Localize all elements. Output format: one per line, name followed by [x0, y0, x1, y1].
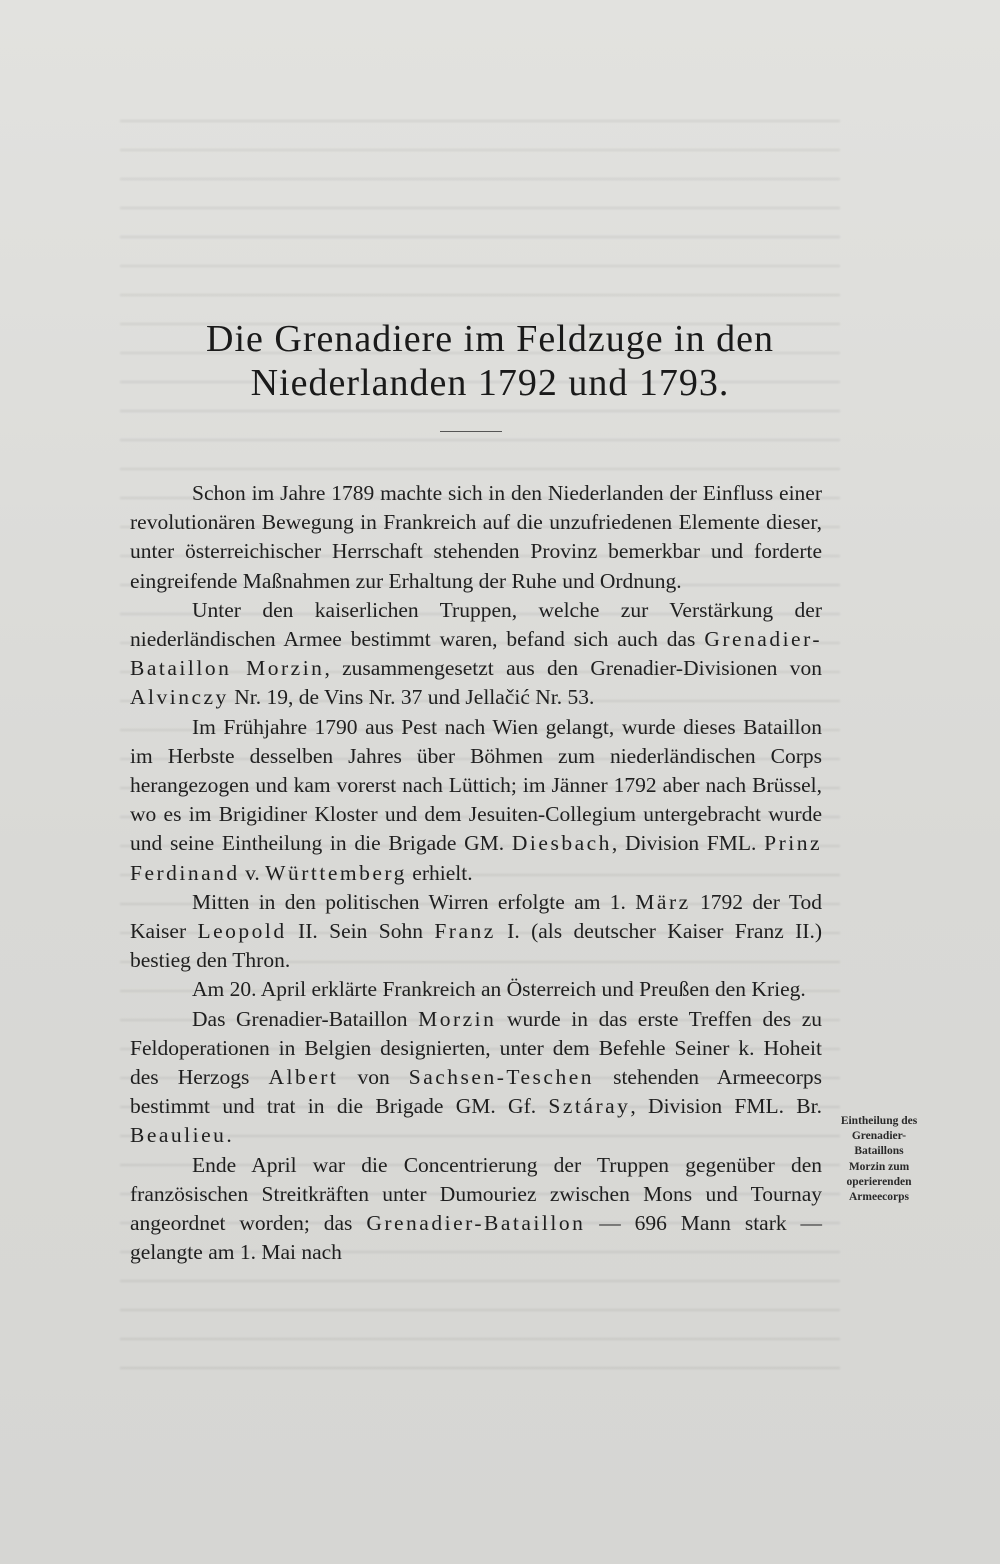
text-run: I. (als deutscher Kaiser Franz II.) bestieg den Thron.	[130, 919, 822, 973]
spaced-name: Beaulieu	[130, 1123, 227, 1148]
text-run: Schon im Jahre 1789 machte sich in den Niederlanden der Einfluss einer revolutionären Bewegung in Frankreich auf die unzufriedenen Elemente dieser, unter österreichischer Herrschaft stehenden Provinz bemerkbar und forderte eingreifende Maßnahmen zur Erhaltung der Ruhe und Ordnung.	[130, 481, 822, 593]
margin-note-line: Bataillons	[854, 1145, 904, 1158]
spaced-name: Sachsen-Teschen	[408, 1065, 595, 1090]
paragraph-5	[130, 975, 822, 1004]
text-run: Nr. 19, de Vins Nr. 37 und Jellačić Nr. 53.	[228, 685, 595, 710]
text-run: .	[226, 1123, 232, 1148]
text-run: Unter den kaiserlichen Truppen, welche zur Verstärkung der niederländischen Armee bestimmt waren, befand sich auch das	[130, 597, 822, 652]
text-run: Ende April war die Concentrierung der Truppen gegenüber den französischen Streitkräften unter Dumouriez zwischen Mons und Tournay angeordnet worden; das	[130, 1152, 822, 1236]
spaced-name: Grenadier-Bataillon	[366, 1211, 586, 1236]
paragraph-2	[130, 596, 822, 713]
spaced-name: Grenadier-Bataillon Morzin	[130, 627, 822, 681]
spaced-name: Prinz Ferdinand	[130, 831, 822, 885]
spaced-name: Diesbach	[511, 831, 612, 856]
margin-note	[824, 1114, 934, 1205]
paragraph-1	[130, 479, 822, 596]
spaced-name: Leopold	[197, 919, 287, 944]
spaced-name: Alvinczy	[130, 685, 229, 710]
chapter-title-line-2: Niederlanden 1792 und 1793.	[250, 362, 730, 404]
text-run: wurde in das erste Treffen des zu Feldoperationen in Belgien designierten, unter dem Befehle Seiner k. Hoheit des Herzogs	[130, 1006, 822, 1090]
spaced-name: Sztáray	[548, 1094, 631, 1119]
text-run: Das Grenadier-Bataillon	[192, 1006, 419, 1031]
paragraph-4	[130, 888, 822, 976]
text-run: 1792 der Tod Kaiser	[130, 889, 822, 944]
margin-note-line: operierenden	[846, 1175, 912, 1188]
spaced-name: März	[635, 889, 691, 914]
text-run: , zusammengesetzt aus den Grenadier-Divisionen von	[324, 656, 822, 681]
spaced-name: Württemberg	[265, 860, 407, 885]
text-run: — 696 Mann stark — gelangte am 1. Mai nach	[130, 1211, 823, 1265]
margin-note-line: Eintheilung des	[840, 1115, 918, 1127]
spaced-name: Morzin	[418, 1006, 497, 1031]
margin-note-line: Grenadier-	[851, 1130, 907, 1143]
margin-note-line: Armeecorps	[848, 1191, 910, 1204]
text-run: , Division FML.	[611, 831, 765, 856]
paragraph-3	[130, 713, 822, 888]
text-run: Im Frühjahre 1790 aus Pest nach Wien gelangt, wurde dieses Bataillon im Herbste desselben Jahres über Böhmen zum niederländischen Corps herangezogen und kam vorerst nach Lüttich; im Jänner 1792 aber nach Brüssel, wo es im Brigidiner Kloster und dem Jesuiten-Collegium untergebracht wurde und seine Eintheilung in die Brigade GM.	[130, 714, 822, 856]
text-run: stehenden Armeecorps bestimmt und trat in die Brigade GM. Gf.	[130, 1065, 822, 1119]
text-run: II. Sein Sohn	[286, 919, 435, 944]
text-run: von	[338, 1065, 409, 1090]
text-run: erhielt.	[406, 860, 473, 885]
chapter-title-line-1: Die Grenadiere im Feldzuge in den	[206, 318, 774, 360]
spaced-name: Franz	[434, 919, 496, 944]
spaced-name: Albert	[268, 1065, 339, 1090]
paragraph-6	[130, 1005, 822, 1151]
text-run: Mitten in den politischen Wirren erfolgte am 1.	[192, 889, 636, 914]
title-divider	[440, 431, 502, 432]
paragraph-7	[130, 1151, 822, 1268]
text-run: Am 20. April erklärte Frankreich an Österreich und Preußen den Krieg.	[192, 977, 806, 1002]
margin-note-line: Morzin zum	[848, 1160, 910, 1173]
text-run: , Division FML. Br.	[630, 1094, 822, 1119]
body-text	[130, 479, 822, 1267]
text-run: v.	[239, 860, 266, 885]
